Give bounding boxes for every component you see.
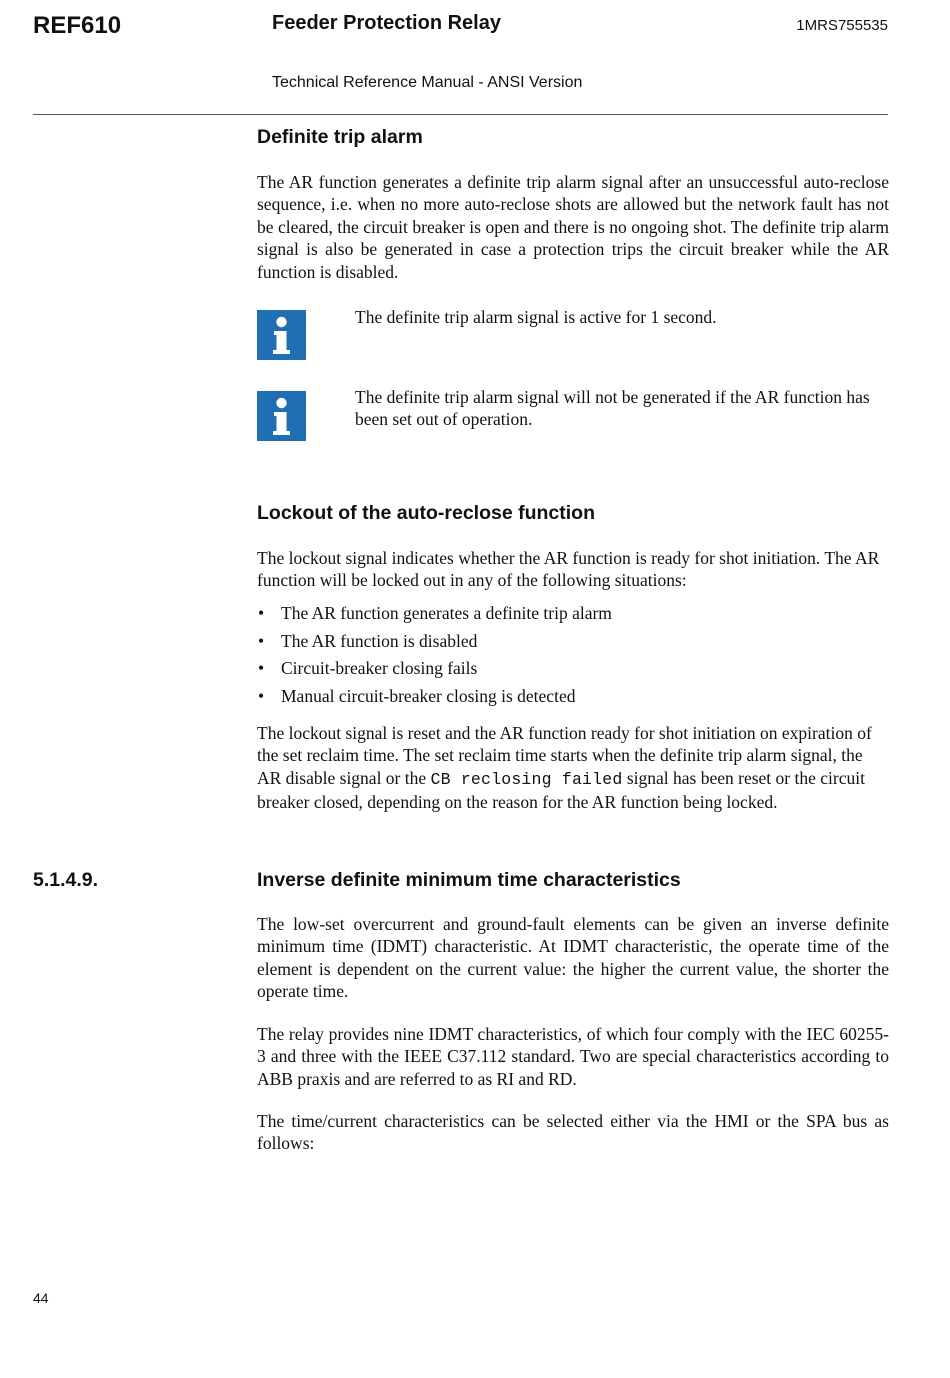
list-item-text: Circuit-breaker closing fails [281, 658, 478, 678]
idmt-paragraph-2: The relay provides nine IDMT characteristics, of which four comply with the IEC 60255-3 and three with the IEEE C37.112 standard. Two are special characteristics according to ABB praxis and are referred to as RI and RD. [257, 1024, 889, 1089]
list-item-text: The AR function is disabled [281, 630, 478, 651]
lockout-reset-text-end: signal has been reset or the circuit breaker closed, depending on the reason for the AR function being locked. [257, 767, 865, 813]
bullet-glyph: • [258, 658, 265, 678]
product-name: REF610 [33, 12, 122, 39]
section-heading-idmt: Inverse definite minimum time characteristics [257, 869, 681, 891]
lockout-situations-list [257, 602, 889, 712]
list-item [257, 685, 889, 713]
list-item-text: Manual circuit-breaker closing is detected [281, 685, 576, 706]
document-subtitle: Technical Reference Manual - ANSI Version [272, 74, 583, 91]
idmt-paragraph-1: The low-set overcurrent and ground-fault elements can be given an inverse definite minimum time (IDMT) characteristic. At IDMT characteristic, the operate time of the element is dependent on the current value: the higher the current value, the shorter the operate time. [257, 914, 889, 1002]
definite-trip-body: The AR function generates a definite trip alarm signal after an unsuccessful auto-reclose sequence, i.e. when no more auto-reclose shots are allowed but the network fault has not be cleared, the circuit breaker is open and there is no ongoing shot. The definite trip alarm signal is also be generated in case a protection trips the circuit breaker while the AR function is disabled. [257, 172, 889, 282]
lockout-reset-text-start: The lockout signal is reset and the AR function ready for shot initiation on expiration of the set reclaim time. The set reclaim time starts when the definite trip alarm signal, the AR disable signal or the [257, 723, 872, 788]
section-number: 5.1.4.9. [33, 869, 99, 891]
note-text-active-duration: The definite trip alarm signal is active for 1 second. [355, 307, 717, 327]
info-icon [257, 391, 306, 441]
page-number: 44 [33, 1290, 49, 1306]
list-item [257, 602, 889, 630]
note-text-out-of-operation: The definite trip alarm signal will not be generated if the AR function has been set out of operation. [355, 387, 870, 430]
header-divider [33, 114, 888, 115]
list-item [257, 657, 889, 685]
cb-reclosing-failed-signal: CB reclosing failed [430, 769, 623, 789]
bullet-glyph: • [258, 630, 265, 651]
section-heading-lockout: Lockout of the auto-reclose function [257, 502, 596, 524]
lockout-reset-paragraph [257, 722, 889, 814]
idmt-paragraph-3: The time/current characteristics can be selected either via the HMI or the SPA bus as follows: [257, 1111, 889, 1154]
info-icon [257, 310, 306, 360]
bullet-glyph: • [258, 603, 265, 623]
section-heading-definite-trip-alarm: Definite trip alarm [257, 126, 423, 148]
document-title: Feeder Protection Relay [272, 12, 501, 34]
list-item-text: The AR function generates a definite trip alarm [281, 603, 612, 623]
lockout-intro: The lockout signal indicates whether the AR function is ready for shot initiation. The AR function will be locked out in any of the following situations: [257, 548, 880, 591]
bullet-glyph: • [258, 685, 265, 706]
document-id: 1MRS755535 [796, 17, 888, 34]
list-item [257, 630, 889, 658]
